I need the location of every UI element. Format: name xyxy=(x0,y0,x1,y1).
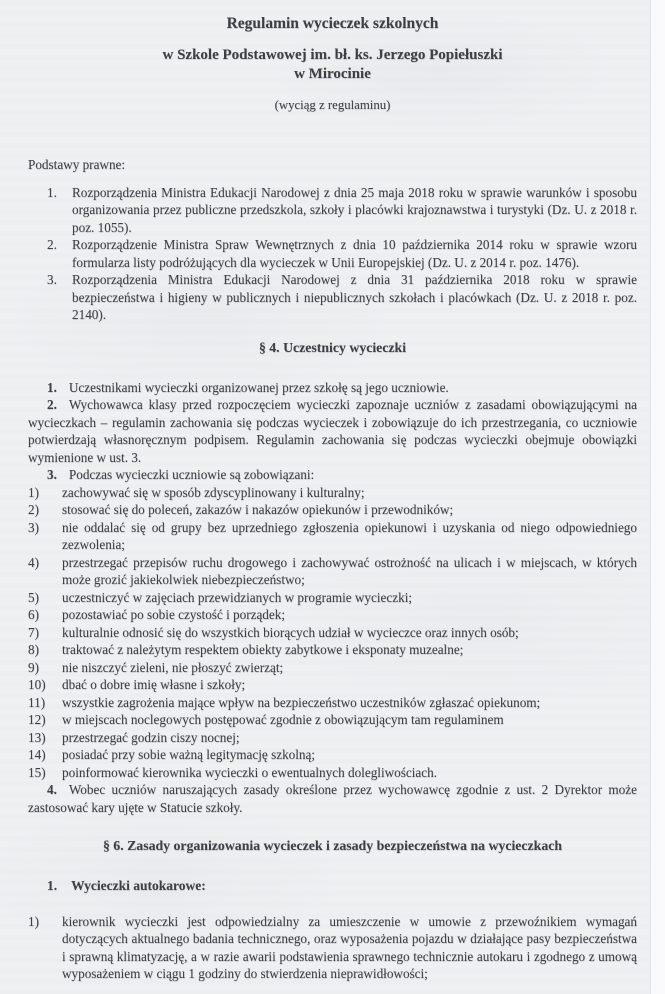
duty-number: 12) xyxy=(28,712,46,727)
duty-number: 14) xyxy=(28,747,46,762)
section-6-subheading xyxy=(28,877,637,895)
duty-item xyxy=(28,484,637,502)
duty-item xyxy=(28,694,637,712)
paragraph-text: Wychowawca klasy przed rozpoczęciem wycieczki zapoznaje uczniów z zasadami obowiązującymi na wycieczkach – regulamin zachowania się podczas wycieczek i zobowiązuje do ich przestrzegania, co uczniowie potwierdzają własnoręcznym podpisem. Regulamin zachowania się podczas wycieczki obejmuje obowiązki wymienione w ust. 3. xyxy=(28,397,637,465)
duty-number: 2) xyxy=(28,502,39,517)
duties-list xyxy=(28,484,637,782)
duty-text: stosować się do poleceń, zakazów i nakazów opiekunów i przewodników; xyxy=(62,502,454,517)
duty-text: przestrzegać przepisów ruchu drogowego i zachowywać ostrożność na ulicach i w miejscach, w których może grozić jakiekolwiek niebezpieczeństwo; xyxy=(62,554,637,587)
duty-item xyxy=(28,624,637,642)
duty-item xyxy=(28,746,637,764)
duty-item xyxy=(28,519,637,554)
duty-item xyxy=(28,554,637,589)
duty-text: nie niszczyć zieleni, nie płoszyć zwierząt; xyxy=(62,659,284,675)
duty-item xyxy=(28,729,637,747)
section-6-item xyxy=(28,913,637,983)
duty-text: dbać o dobre imię własne i szkoły; xyxy=(62,677,246,692)
legal-item-text: Rozporządzenie Ministra Spraw Wewnętrznych z dnia 10 października 2014 roku w sprawie wzoru formularza listy podróżujących dla wycieczek w Unii Europejskiej (Dz. U. z 2014 r. poz. 1476). xyxy=(72,237,637,270)
legal-item-number: 3. xyxy=(47,272,57,287)
duty-item xyxy=(28,659,637,677)
section-4-heading: § 4. Uczestnicy wycieczki xyxy=(258,339,407,355)
duty-text: kulturalnie odnosić się do wszystkich biorących udział w wycieczce oraz innych osób; xyxy=(62,624,519,640)
duty-text: traktować z należytym respektem obiekty zabytkowe i eksponaty muzealne; xyxy=(62,642,464,657)
duty-text: wszystkie zagrożenia mające wpływ na bezpieczeństwo uczestników zgłaszać opiekunom; xyxy=(62,694,541,710)
duty-text: nie oddalać się od grupy bez uprzedniego zgłoszenia opiekunowi i uzyskania od niego odpowiedniego zezwolenia; xyxy=(62,519,637,552)
duty-number: 6) xyxy=(28,607,39,622)
duty-number: 8) xyxy=(28,642,39,657)
legal-basis-item xyxy=(28,236,637,271)
duty-item xyxy=(28,711,637,729)
duty-text: przestrzegać godzin ciszy nocnej; xyxy=(62,729,240,745)
paragraph-text: Uczestnikami wycieczki organizowanej przez szkołę są jego uczniowie. xyxy=(68,379,449,395)
duty-number: 11) xyxy=(28,694,46,710)
item-number: 1) xyxy=(28,913,39,929)
subheading-text: Wycieczki autokarowe: xyxy=(71,878,206,893)
duty-text: poinformować kierownika wycieczki o ewentualnych dolegliwościach. xyxy=(62,764,437,780)
duty-item xyxy=(28,501,637,519)
subheading-number: 1. xyxy=(47,878,58,893)
legal-item-number: 1. xyxy=(47,184,57,200)
section-4-paragraph-3 xyxy=(28,466,637,484)
duty-text: zachowywać się w sposób zdyscyplinowany i kulturalny; xyxy=(62,484,365,500)
section-4-paragraph-4 xyxy=(28,781,637,816)
duty-item xyxy=(28,676,637,694)
duty-item xyxy=(28,606,637,624)
legal-basis-list xyxy=(28,184,637,324)
document-title-school: w Szkole Podstawowej im. bł. ks. Jerzego Popiełuszki xyxy=(162,47,503,63)
section-4-paragraph-2 xyxy=(28,396,637,466)
duty-number: 13) xyxy=(28,729,46,745)
paragraph-number: 1. xyxy=(47,379,57,395)
paragraph-number: 4. xyxy=(47,782,57,797)
legal-item-text: Rozporządzenia Ministra Edukacji Narodowej z dnia 31 października 2018 roku w sprawie bezpieczeństwa i higieny w publicznych i niepublicznych szkołach i placówkach (Dz. U. z 2018 r. poz. 2140). xyxy=(72,272,637,322)
item-text: kierownik wycieczki jest odpowiedzialny za umieszczenie w umowie z przewoźnikiem wymagań dotyczących aktualnego badania technicznego, oraz wyposażenia pojazdu w działające pasy bezpieczeństwa i sprawną klimatyzację, a w razie awarii podstawienia sprawnego technicznie autokaru i zgodnego z umową wyposażeniem w ciągu 1 godziny do stwierdzenia nieprawidłowości; xyxy=(62,913,637,981)
duty-number: 9) xyxy=(28,659,39,675)
duty-number: 5) xyxy=(28,589,39,605)
duty-number: 10) xyxy=(28,677,46,692)
duty-item xyxy=(28,589,637,607)
paragraph-number: 3. xyxy=(47,467,57,482)
duty-text: uczestniczyć w zajęciach przewidzianych w programie wycieczki; xyxy=(62,589,413,605)
document-subtitle: (wyciąg z regulaminu) xyxy=(274,98,391,112)
duty-number: 4) xyxy=(28,554,39,570)
duty-item xyxy=(28,764,637,782)
duty-text: w miejscach noclegowych postępować zgodnie z obowiązującym tam regulaminem xyxy=(62,712,504,727)
legal-basis-label: Podstawy prawne: xyxy=(28,157,126,172)
legal-item-text: Rozporządzenia Ministra Edukacji Narodowej z dnia 25 maja 2018 roku w sprawie warunków i sposobu organizowania przez publiczne przedszkola, szkoły i placówki krajoznawstwa i turystyki (Dz. U. z 2018 r. poz. 1055). xyxy=(72,184,637,235)
section-6-heading: § 6. Zasady organizowania wycieczek i zasady bezpieczeństwa na wycieczkach xyxy=(102,838,563,853)
duty-text: pozostawiać po sobie czystość i porządek; xyxy=(62,607,286,622)
legal-item-number: 2. xyxy=(47,237,57,252)
legal-basis-item xyxy=(28,271,637,324)
duty-number: 7) xyxy=(28,624,39,640)
duty-text: posiadać przy sobie ważną legitymację szkolną; xyxy=(62,747,316,762)
duty-number: 3) xyxy=(28,519,39,535)
duty-number: 15) xyxy=(28,764,46,780)
legal-basis-item xyxy=(28,184,637,237)
duty-item xyxy=(28,641,637,659)
paragraph-number: 2. xyxy=(47,397,57,412)
document-title-location: w Mirocinie xyxy=(294,66,371,82)
duty-number: 1) xyxy=(28,484,39,500)
section-4-paragraph-1 xyxy=(28,379,637,397)
paragraph-text: Wobec uczniów naruszających zasady określone przez wychowawcę zgodnie z ust. 2 Dyrektor może zastosować kary ujęte w Statucie szkoły. xyxy=(28,782,637,815)
paragraph-text: Podczas wycieczki uczniowie są zobowiązani: xyxy=(68,467,315,482)
document-title: Regulamin wycieczek szkolnych xyxy=(226,15,439,32)
